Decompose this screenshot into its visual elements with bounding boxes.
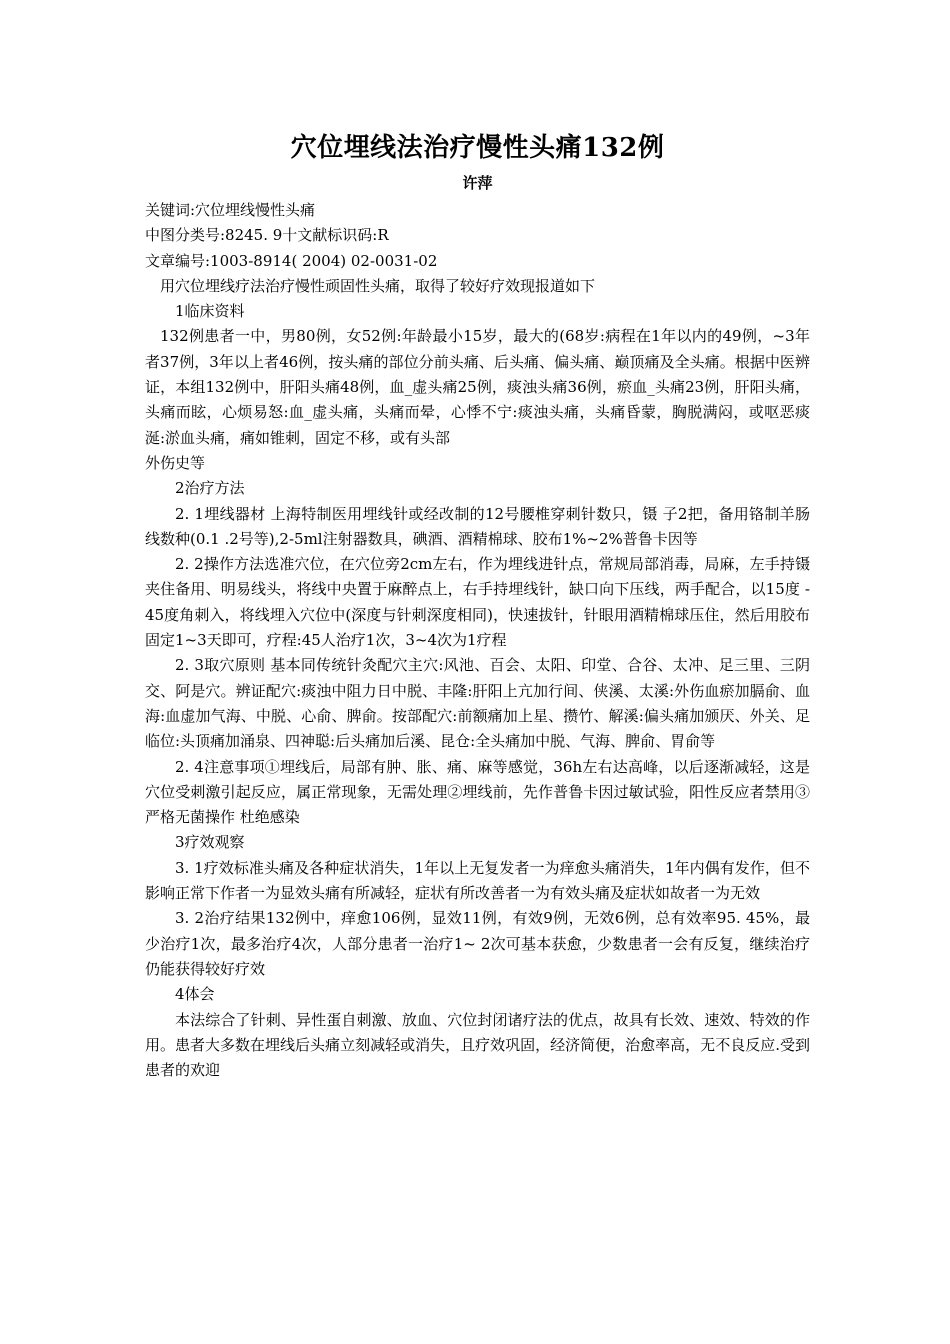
section-1-tail: 外伤史等 <box>145 453 206 472</box>
section-2-4-paragraph: 2. 4注意事项①埋线后，局部有肿、胀、痛、麻等感觉，36h左右达高峰，以后逐渐减轻，这是穴位受刺激引起反应，属正常现象，无需处理②埋线前，先作普鲁卡因过敏试验，阳性反应者禁用③严格无菌操作 杜绝感染 <box>145 757 810 827</box>
classification-line: 中图分类号:8245. 9十文献标识码:R <box>145 226 389 245</box>
author-name: 许萍 <box>462 174 493 192</box>
section-2-2-paragraph: 2. 2操作方法选准穴位，在穴位旁2cm左右，作为埋线进针点，常规局部消毒，局麻，左手持镊夹住备用、明易线头，将线中央置于麻醉点上，右手持埋线针，缺口向下压线，两手配合，以15度 - 45度角刺入，将线埋入穴位中(深度与针刺深度相同)，快速拔针，针眼用酒精棉球压住，然后用胶布固定1~3天即可，疗程:45人治疗1次，3~4次为1疗程 <box>145 555 810 650</box>
section-4-heading: 4体会 <box>175 985 215 1004</box>
section-4-paragraph: 本法综合了针刺、异性蛋自刺激、放血、穴位封闭诸疗法的优点，故具有长效、速效、特效的作用。患者大多数在埋线后头痛立刻减轻或消失，且疗效巩固，经济简便，治愈率高，无不良反应.受到患者的欢迎 <box>145 1010 810 1080</box>
document-title: 穴位埋线法治疗慢性头痛132例 <box>290 133 665 163</box>
keywords-line: 关键词:穴位埋线慢性头痛 <box>145 201 316 219</box>
section-2-heading: 2治疗方法 <box>175 479 245 498</box>
section-3-heading: 3疗效观察 <box>175 833 245 852</box>
section-2-3-paragraph: 2. 3取穴原则 基本同传统针灸配穴主穴:风池、百会、太阳、印堂、合谷、太冲、足三里、三阴交、阿是穴。辨证配穴:痰浊中阻力日中脱、丰隆:肝阳上亢加行间、侠溪、太溪:外伤血瘀加膈俞、血海:血虚加气海、中脱、心俞、脾俞。按部配穴:前额痛加上星、攒竹、解溪:偏头痛加颁厌、外关、足临位:头顶痛加涌泉、四神聪:后头痛加后溪、昆仓:全头痛加中脱、气海、脾俞、胃俞等 <box>145 656 810 751</box>
article-number-line: 文章编号:1003-8914( 2004) 02-0031-02 <box>145 251 438 270</box>
section-1-paragraph: 132例患者一中，男80例，女52例:年龄最小15岁，最大的(68岁:病程在1年以内的49例，~3年者37例，3年以上者46例，按头痛的部位分前头痛、后头痛、偏头痛、巅顶痛及全头痛。根据中医辨证，本组132例中，肝阳头痛48例，血_虚头痛25例，痰浊头痛36例，瘀血_头痛23例，肝阳头痛，头痛而眩，心烦易怒:血_虚头痛，头痛而晕，心悸不宁:痰浊头痛，头痛昏蒙，胸脱满闷，或呕恶痰涎:淤血头痛，痛如锥刺，固定不移，或有头部 <box>145 327 810 447</box>
section-3-2-paragraph: 3. 2治疗结果132例中，痒愈106例，显效11例，有效9例，无效6例，总有效率95. 45%，最少治疗1次，最多治疗4次，人部分患者一治疗1~ 2次可基本获愈，少数患者一会有反复，继续治疗仍能获得较好疗效 <box>145 909 810 978</box>
section-1-heading: 1临床资料 <box>175 302 245 321</box>
section-3-1-paragraph: 3. 1疗效标准头痛及各种症状消失，1年以上无复发者一为痒愈头痛消失，1年内偶有发作，但不影响正常下作者一为显效头痛有所减轻，症状有所改善者一为有效头痛及症状如故者一为无效 <box>145 858 810 903</box>
intro-paragraph: 用穴位埋线疗法治疗慢性顽固性头痛，取得了较好疗效现报道如下 <box>160 276 596 295</box>
document-page <box>145 128 810 1083</box>
section-2-1-paragraph: 2. 1埋线器材 上海特制医用埋线针或经改制的12号腰椎穿刺针数只，镊 子2把，备用铬制羊肠线数种(0.1 .2号等),2-5ml注射器数具，碘酒、酒精棉球、胶布1%~2%普鲁卡因等 <box>145 504 810 548</box>
